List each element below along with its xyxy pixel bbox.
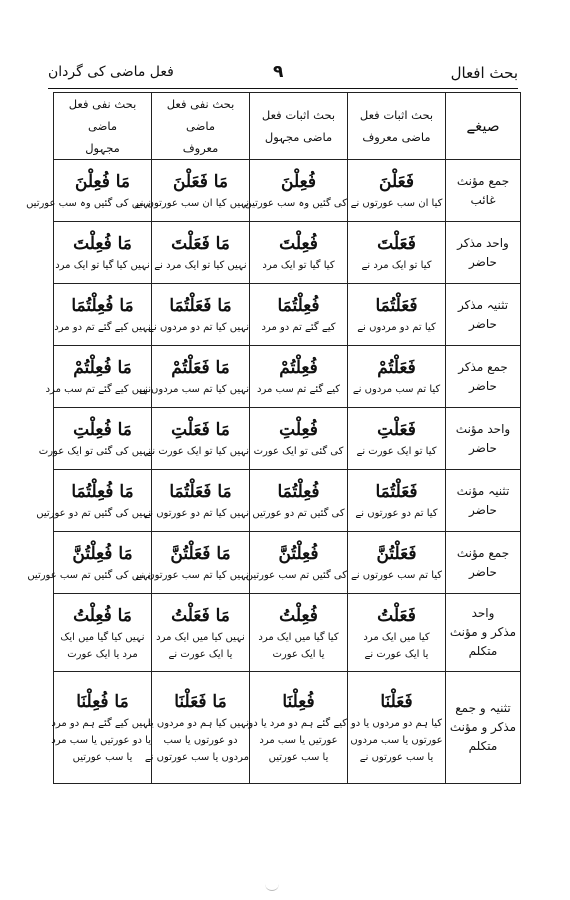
arabic-verb-form: فَعَلْتِ — [377, 420, 416, 440]
sigha-label: واحد — [471, 606, 495, 620]
sigha-label-cell — [446, 470, 521, 532]
arabic-verb-form: فُعِلْتُمْ — [279, 358, 318, 378]
sigha-label: مذکر و مؤنث — [449, 625, 517, 639]
arabic-verb-form: مَا فَعَلْتُ — [171, 605, 230, 626]
sigha-label-cell — [446, 160, 521, 222]
column-header-line: بحث اثبات فعل — [261, 108, 336, 122]
urdu-translation: نہیں کیا ہم دو مردوں یا — [147, 718, 249, 729]
sigha-label: جمع مؤنث حاضر — [456, 545, 510, 579]
column-header — [54, 93, 152, 160]
urdu-translation: کیے گئے تم دو مرد — [261, 322, 336, 333]
column-header-line: بحث نفی فعل ماضی — [166, 97, 235, 133]
arabic-verb-form: فُعِلْتُنَّ — [278, 544, 319, 564]
arabic-verb-form: فَعَلْتُ — [377, 605, 416, 626]
page-footer-mark — [265, 884, 279, 891]
arabic-verb-form: فَعَلْنَ — [379, 172, 414, 192]
arabic-verb-form: فُعِلْتُ — [279, 605, 318, 626]
table-row — [54, 160, 521, 222]
urdu-translation: یا ایک عورت نے — [364, 648, 429, 660]
sigha-label-cell — [446, 222, 521, 284]
arabic-verb-form: مَا فُعِلْتَ — [73, 234, 132, 254]
sigha-label-cell — [446, 532, 521, 594]
form-cell — [36, 470, 152, 532]
form-cell — [146, 408, 250, 470]
urdu-translation: کیا میں ایک مرد — [363, 631, 430, 643]
conjugation-table — [26, 92, 521, 784]
arabic-verb-form: فَعَلْتُمَا — [375, 482, 418, 502]
column-header — [446, 93, 521, 160]
form-cell — [144, 672, 250, 784]
arabic-verb-form: مَا فُعِلْتُمَا — [71, 296, 134, 316]
arabic-verb-form: مَا فَعَلْتُمْ — [171, 358, 230, 378]
form-cell — [152, 594, 250, 672]
urdu-translation: کیے گئے تم سب مرد — [257, 384, 340, 395]
arabic-verb-form: مَا فُعِلْتُمَا — [71, 482, 134, 502]
urdu-translation: کیا گیا تو ایک مرد — [262, 260, 335, 271]
table-row — [54, 672, 521, 784]
form-cell — [348, 284, 446, 346]
table-row — [54, 408, 521, 470]
column-header-line: ماضی معروف — [362, 130, 431, 144]
urdu-translation: نہیں کیا تو ایک عورت نے — [146, 446, 249, 457]
form-cell — [348, 470, 446, 532]
urdu-translation: کیا تم دو مردوں نے — [357, 322, 436, 333]
urdu-translation: کی گئیں تم دو عورتیں — [252, 508, 345, 519]
urdu-translation: کیا ہم دو مردوں یا دو — [350, 718, 443, 729]
urdu-translation: کی گئیں تم سب عورتیں — [245, 570, 347, 581]
sigha-label-cell — [446, 408, 521, 470]
form-cell — [250, 594, 348, 672]
urdu-translation: نہیں کیا گیا تو ایک مرد — [55, 260, 150, 271]
urdu-translation: کیا گیا میں ایک مرد — [258, 631, 339, 643]
form-cell — [54, 284, 152, 346]
arabic-verb-form: مَا فُعِلْتُ — [73, 605, 132, 626]
form-cell — [144, 470, 250, 532]
urdu-translation: یا ایک عورت نے — [168, 648, 233, 660]
arabic-verb-form: فُعِلْتُمَا — [277, 482, 320, 502]
arabic-verb-form: مَا فَعَلْنَ — [172, 172, 229, 192]
urdu-translation: نہیں کیا تم دو عورتوں نے — [144, 508, 249, 519]
urdu-translation: نہیں کیا میں ایک مرد — [156, 631, 245, 643]
sigha-label: متکلم — [468, 739, 498, 753]
form-cell — [348, 408, 446, 470]
sigha-label-cell — [446, 284, 521, 346]
urdu-translation: کیا تم سب عورتوں نے — [350, 570, 443, 581]
column-header-line: صیغے — [466, 117, 500, 135]
form-cell — [348, 532, 446, 594]
sigha-label: تثنیہ مذکر حاضر — [457, 297, 509, 331]
urdu-translation: نہیں کی گئیں تم دو عورتیں — [36, 508, 151, 519]
urdu-translation: عورتیں یا سب مرد — [259, 735, 338, 746]
arabic-verb-form: فَعَلْتُمَا — [375, 296, 418, 316]
form-cell — [148, 284, 250, 346]
form-cell — [348, 594, 446, 672]
sigha-label: متکلم — [468, 644, 498, 658]
urdu-translation: یا سب عورتوں نے — [359, 752, 434, 763]
urdu-translation: نہیں کیا تم دو مردوں نے — [148, 322, 249, 333]
form-cell — [51, 672, 152, 784]
header-rule — [48, 88, 518, 89]
form-cell — [54, 594, 152, 672]
urdu-translation: کیا تم سب مردوں نے — [352, 384, 441, 395]
column-header-line: معروف — [182, 141, 219, 155]
arabic-verb-form: مَا فَعَلْتَ — [171, 234, 230, 254]
urdu-translation: یا سب عورتیں — [72, 752, 133, 763]
arabic-verb-form: مَا فَعَلْتُمَا — [169, 482, 232, 502]
arabic-verb-form: مَا فُعِلْتُنَّ — [72, 544, 133, 564]
form-cell — [250, 346, 348, 408]
arabic-verb-form: مَا فَعَلْتِ — [171, 420, 230, 440]
page-header — [48, 62, 518, 88]
form-cell — [250, 408, 348, 470]
form-cell — [250, 222, 348, 284]
urdu-translation: نہیں کیے گئے تم دو مرد — [54, 322, 151, 333]
arabic-verb-form: فَعَلْتُنَّ — [376, 544, 417, 564]
arabic-verb-form: مَا فُعِلْنَا — [76, 692, 129, 712]
table-row — [54, 222, 521, 284]
urdu-translation: نہیں کیا گیا میں ایک — [60, 631, 145, 643]
form-cell — [134, 160, 250, 222]
arabic-verb-form: مَا فَعَلْنَا — [174, 692, 227, 712]
sigha-label: واحد مذکر حاضر — [457, 235, 509, 269]
column-header-line: بحث نفی فعل ماضی — [68, 97, 137, 133]
arabic-verb-form: فَعَلْتُمْ — [377, 358, 416, 378]
form-cell — [348, 160, 446, 222]
arabic-verb-form: فُعِلْتَ — [279, 234, 318, 254]
form-cell — [250, 672, 348, 784]
urdu-translation: دو عورتوں یا سب — [163, 735, 238, 746]
form-cell — [27, 532, 152, 594]
column-header — [152, 93, 250, 160]
urdu-translation: کیا تو ایک مرد نے — [361, 260, 432, 271]
form-cell — [244, 160, 348, 222]
urdu-translation: نہیں کیا تو ایک مرد نے — [154, 260, 247, 271]
section-title: فعل ماضی کی گردان — [48, 64, 174, 80]
sigha-label: تثنیہ و جمع — [455, 701, 511, 715]
table-header-row — [54, 93, 521, 160]
arabic-verb-form: فُعِلْنَا — [282, 692, 315, 712]
form-cell — [348, 222, 446, 284]
column-header-line: ماضی مجہول — [264, 130, 333, 144]
arabic-verb-form: فُعِلْنَ — [281, 172, 316, 192]
urdu-translation: عورتوں یا سب مردوں — [350, 735, 443, 746]
form-cell — [139, 346, 250, 408]
form-cell — [245, 532, 348, 594]
urdu-translation: مرد یا ایک عورت — [67, 648, 138, 660]
urdu-translation: نہیں کی گئیں وہ سب عورتیں — [26, 198, 151, 209]
urdu-translation: کیا تم دو عورتوں نے — [355, 508, 438, 519]
urdu-translation: یا سب عورتیں — [268, 752, 329, 763]
urdu-translation: نہیں کیے گئے تم سب مرد — [45, 384, 151, 395]
urdu-translation: نہیں کیے گئے ہم دو مرد — [51, 718, 151, 729]
arabic-verb-form: مَا فُعِلْتُمْ — [73, 358, 132, 378]
column-header-line: مجہول — [85, 141, 120, 155]
arabic-verb-form: مَا فَعَلْتُنَّ — [170, 544, 231, 564]
column-header-line: بحث اثبات فعل — [359, 108, 434, 122]
urdu-translation: کیے گئے ہم دو مرد یا دو — [248, 718, 347, 729]
urdu-translation: یا ایک عورت — [272, 648, 325, 660]
table-row — [54, 470, 521, 532]
form-cell — [38, 408, 152, 470]
arabic-verb-form: فُعِلْتِ — [279, 420, 318, 440]
sigha-label: جمع مذکر حاضر — [458, 359, 508, 393]
sigha-label: تثنیہ مؤنث حاضر — [456, 483, 510, 517]
sigha-label: جمع مؤنث غائب — [456, 173, 510, 207]
table-row — [54, 284, 521, 346]
arabic-verb-form: فَعَلْتَ — [377, 234, 416, 254]
column-header — [348, 93, 446, 160]
page-number: ۹ — [273, 62, 284, 82]
arabic-verb-form: مَا فُعِلْتِ — [73, 420, 132, 440]
urdu-translation: کیا تو ایک عورت نے — [356, 446, 437, 457]
form-cell — [45, 346, 152, 408]
arabic-verb-form: فُعِلْتُمَا — [277, 296, 320, 316]
sigha-label-cell — [446, 594, 521, 672]
form-cell — [250, 284, 348, 346]
table-row — [54, 532, 521, 594]
column-header — [250, 93, 348, 160]
sigha-label: واحد مؤنث حاضر — [455, 421, 511, 455]
form-cell — [152, 222, 250, 284]
form-cell — [348, 672, 446, 784]
sigha-label: مذکر و مؤنث — [449, 720, 517, 734]
urdu-translation: یا دو عورتیں یا سب مرد — [51, 735, 151, 746]
table-row — [54, 594, 521, 672]
form-cell — [26, 160, 152, 222]
urdu-translation: نہیں کیا تم سب مردوں نے — [139, 384, 249, 395]
urdu-translation: کیا ان سب عورتوں نے — [350, 198, 443, 209]
urdu-translation: مردوں یا سب عورتوں نے — [144, 752, 249, 763]
chapter-title: بحث افعال — [450, 64, 518, 82]
urdu-translation: کی گئی تو ایک عورت — [253, 446, 344, 457]
urdu-translation: کی گئیں وہ سب عورتیں — [244, 198, 347, 209]
urdu-translation: نہیں کی گئی تو ایک عورت — [38, 446, 151, 457]
form-cell — [54, 222, 152, 284]
form-cell — [250, 470, 348, 532]
arabic-verb-form: مَا فَعَلْتُمَا — [169, 296, 232, 316]
form-cell — [348, 346, 446, 408]
sigha-label-cell — [446, 672, 521, 784]
urdu-translation: نہیں کیا تم سب عورتوں نے — [135, 570, 249, 581]
sigha-label-cell — [446, 346, 521, 408]
urdu-translation: نہیں کیا ان سب عورتوں نے — [134, 198, 249, 209]
arabic-verb-form: مَا فُعِلْنَ — [74, 172, 131, 192]
urdu-translation: نہیں کی گئیں تم سب عورتیں — [27, 570, 151, 581]
table-row — [54, 346, 521, 408]
arabic-verb-form: فَعَلْنَا — [380, 692, 413, 712]
form-cell — [135, 532, 250, 594]
